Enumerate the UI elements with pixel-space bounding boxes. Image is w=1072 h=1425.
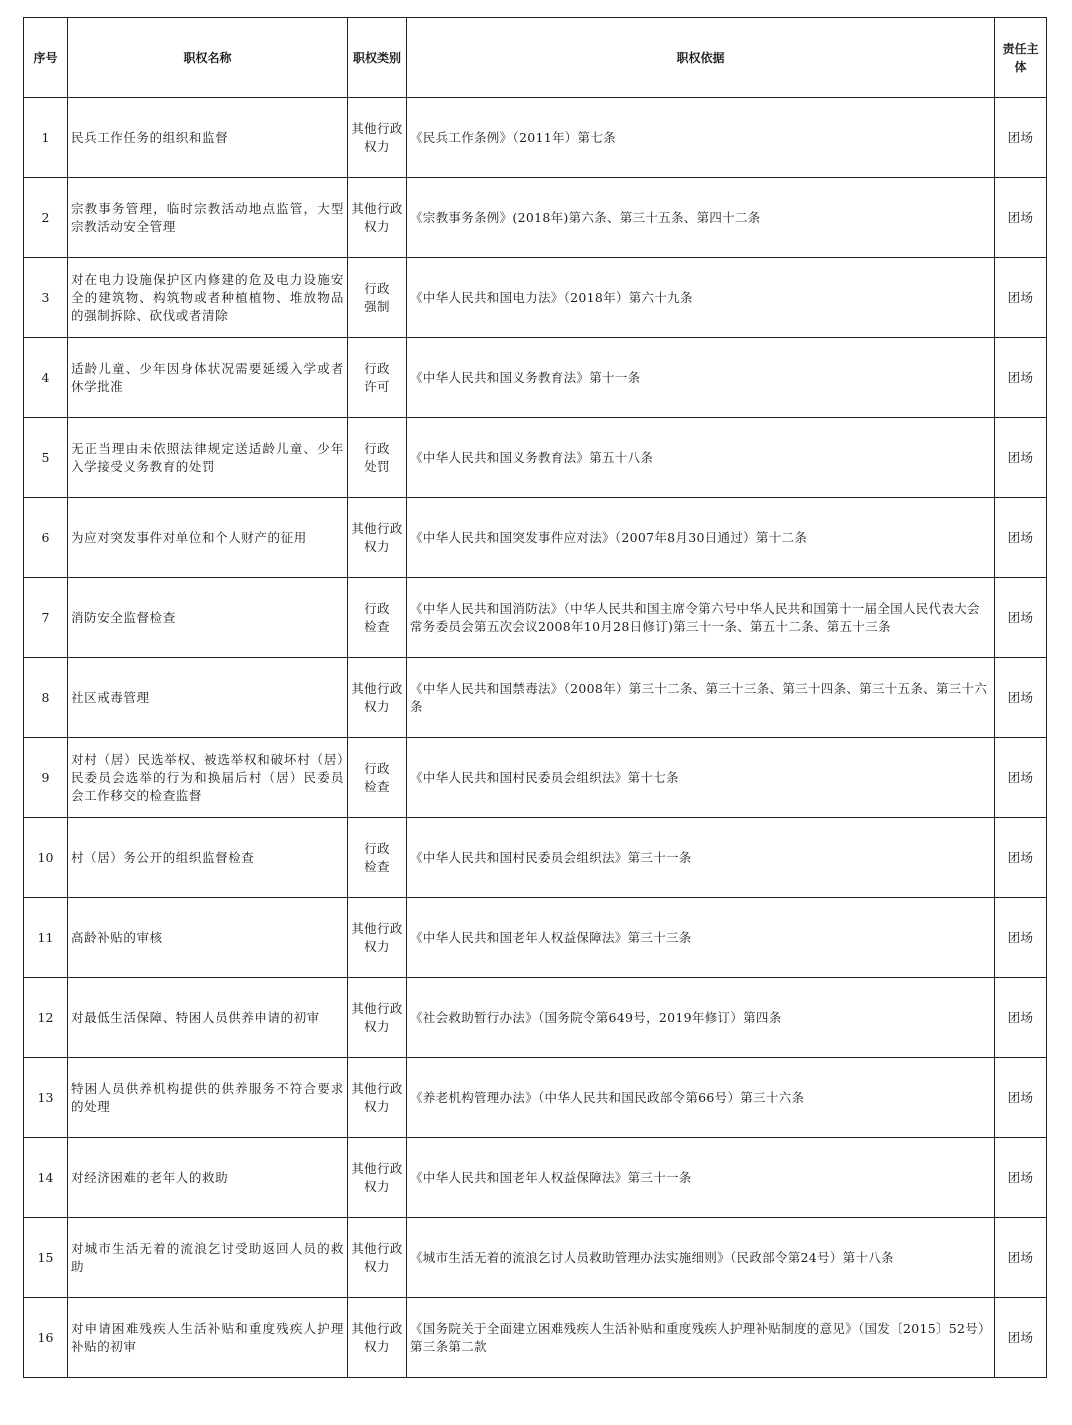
power-category: 其他行政 权力	[348, 1298, 407, 1378]
responsible-subject: 团场	[995, 178, 1047, 258]
responsible-subject: 团场	[995, 98, 1047, 178]
power-basis: 《国务院关于全面建立困难残疾人生活补贴和重度残疾人护理补贴制度的意见》（国发〔2015〕52号）第三条第二款	[407, 1298, 995, 1378]
responsible-subject: 团场	[995, 498, 1047, 578]
table-row	[24, 818, 1047, 898]
header-basis: 职权依据	[407, 18, 995, 98]
power-category: 其他行政 权力	[348, 98, 407, 178]
power-basis: 《中华人民共和国义务教育法》第五十八条	[407, 418, 995, 498]
responsible-subject: 团场	[995, 1298, 1047, 1378]
power-name: 特困人员供养机构提供的供养服务不符合要求的处理	[68, 1058, 348, 1138]
responsible-subject: 团场	[995, 898, 1047, 978]
power-category: 其他行政 权力	[348, 1138, 407, 1218]
responsible-subject: 团场	[995, 818, 1047, 898]
row-number: 9	[24, 738, 68, 818]
power-basis: 《中华人民共和国村民委员会组织法》第十七条	[407, 738, 995, 818]
table-row	[24, 1138, 1047, 1218]
power-name: 社区戒毒管理	[68, 658, 348, 738]
power-basis: 《城市生活无着的流浪乞讨人员救助管理办法实施细则》（民政部令第24号）第十八条	[407, 1218, 995, 1298]
power-basis: 《民兵工作条例》（2011年）第七条	[407, 98, 995, 178]
header-no: 序号	[24, 18, 68, 98]
row-number: 14	[24, 1138, 68, 1218]
power-name: 对最低生活保障、特困人员供养申请的初审	[68, 978, 348, 1058]
power-category: 其他行政 权力	[348, 178, 407, 258]
power-category: 其他行政 权力	[348, 498, 407, 578]
row-number: 5	[24, 418, 68, 498]
row-number: 3	[24, 258, 68, 338]
table-row	[24, 738, 1047, 818]
table-body	[24, 98, 1047, 1378]
document-page	[23, 17, 1046, 1378]
table-row	[24, 1298, 1047, 1378]
table-row	[24, 418, 1047, 498]
table-row	[24, 98, 1047, 178]
row-number: 16	[24, 1298, 68, 1378]
power-category: 行政 许可	[348, 338, 407, 418]
responsible-subject: 团场	[995, 1058, 1047, 1138]
responsible-subject: 团场	[995, 578, 1047, 658]
row-number: 7	[24, 578, 68, 658]
power-basis: 《中华人民共和国老年人权益保障法》第三十三条	[407, 898, 995, 978]
row-number: 8	[24, 658, 68, 738]
power-name: 为应对突发事件对单位和个人财产的征用	[68, 498, 348, 578]
responsible-subject: 团场	[995, 418, 1047, 498]
power-category: 行政 强制	[348, 258, 407, 338]
row-number: 15	[24, 1218, 68, 1298]
responsible-subject: 团场	[995, 738, 1047, 818]
power-basis: 《社会救助暂行办法》（国务院令第649号，2019年修订）第四条	[407, 978, 995, 1058]
responsible-subject: 团场	[995, 658, 1047, 738]
power-basis: 《中华人民共和国义务教育法》第十一条	[407, 338, 995, 418]
power-name: 宗教事务管理，临时宗教活动地点监管，大型宗教活动安全管理	[68, 178, 348, 258]
power-name: 对申请困难残疾人生活补贴和重度残疾人护理补贴的初审	[68, 1298, 348, 1378]
power-basis: 《中华人民共和国老年人权益保障法》第三十一条	[407, 1138, 995, 1218]
row-number: 2	[24, 178, 68, 258]
powers-table	[23, 17, 1047, 1378]
power-basis: 《中华人民共和国村民委员会组织法》第三十一条	[407, 818, 995, 898]
power-name: 民兵工作任务的组织和监督	[68, 98, 348, 178]
responsible-subject: 团场	[995, 978, 1047, 1058]
responsible-subject: 团场	[995, 1218, 1047, 1298]
power-basis: 《养老机构管理办法》（中华人民共和国民政部令第66号）第三十六条	[407, 1058, 995, 1138]
table-row	[24, 978, 1047, 1058]
power-category: 其他行政 权力	[348, 978, 407, 1058]
power-category: 其他行政 权力	[348, 1058, 407, 1138]
table-row	[24, 258, 1047, 338]
row-number: 13	[24, 1058, 68, 1138]
power-name: 无正当理由未依照法律规定送适龄儿童、少年入学接受义务教育的处罚	[68, 418, 348, 498]
responsible-subject: 团场	[995, 1138, 1047, 1218]
power-basis: 《中华人民共和国消防法》（中华人民共和国主席令第六号中华人民共和国第十一届全国人民代表大会常务委员会第五次会议2008年10月28日修订)第三十一条、第五十二条、第五十三条	[407, 578, 995, 658]
power-name: 对村（居）民选举权、被选举权和破坏村（居）民委员会选举的行为和换届后村（居）民委员会工作移交的检查监督	[68, 738, 348, 818]
power-basis: 《中华人民共和国突发事件应对法》（2007年8月30日通过）第十二条	[407, 498, 995, 578]
power-name: 对在电力设施保护区内修建的危及电力设施安全的建筑物、构筑物或者种植植物、堆放物品的强制拆除、砍伐或者清除	[68, 258, 348, 338]
header-name: 职权名称	[68, 18, 348, 98]
table-row	[24, 1218, 1047, 1298]
row-number: 12	[24, 978, 68, 1058]
power-name: 适龄儿童、少年因身体状况需要延缓入学或者休学批准	[68, 338, 348, 418]
power-basis: 《中华人民共和国禁毒法》（2008年）第三十二条、第三十三条、第三十四条、第三十五条、第三十六条	[407, 658, 995, 738]
table-row	[24, 498, 1047, 578]
table-row	[24, 1058, 1047, 1138]
power-category: 行政 处罚	[348, 418, 407, 498]
header-category: 职权类别	[348, 18, 407, 98]
power-category: 其他行政 权力	[348, 658, 407, 738]
row-number: 10	[24, 818, 68, 898]
row-number: 11	[24, 898, 68, 978]
power-name: 村（居）务公开的组织监督检查	[68, 818, 348, 898]
row-number: 1	[24, 98, 68, 178]
row-number: 6	[24, 498, 68, 578]
power-name: 对城市生活无着的流浪乞讨受助返回人员的救助	[68, 1218, 348, 1298]
power-category: 行政 检查	[348, 818, 407, 898]
table-row	[24, 658, 1047, 738]
responsible-subject: 团场	[995, 338, 1047, 418]
table-row	[24, 178, 1047, 258]
table-row	[24, 578, 1047, 658]
power-name: 对经济困难的老年人的救助	[68, 1138, 348, 1218]
power-basis: 《宗教事务条例》(2018年)第六条、第三十五条、第四十二条	[407, 178, 995, 258]
power-category: 其他行政 权力	[348, 1218, 407, 1298]
power-name: 高龄补贴的审核	[68, 898, 348, 978]
power-name: 消防安全监督检查	[68, 578, 348, 658]
responsible-subject: 团场	[995, 258, 1047, 338]
table-row	[24, 898, 1047, 978]
power-category: 其他行政 权力	[348, 898, 407, 978]
power-category: 行政 检查	[348, 578, 407, 658]
table-row	[24, 338, 1047, 418]
header-subject: 责任主 体	[995, 18, 1047, 98]
header-row	[24, 18, 1047, 98]
power-basis: 《中华人民共和国电力法》（2018年）第六十九条	[407, 258, 995, 338]
power-category: 行政 检查	[348, 738, 407, 818]
row-number: 4	[24, 338, 68, 418]
